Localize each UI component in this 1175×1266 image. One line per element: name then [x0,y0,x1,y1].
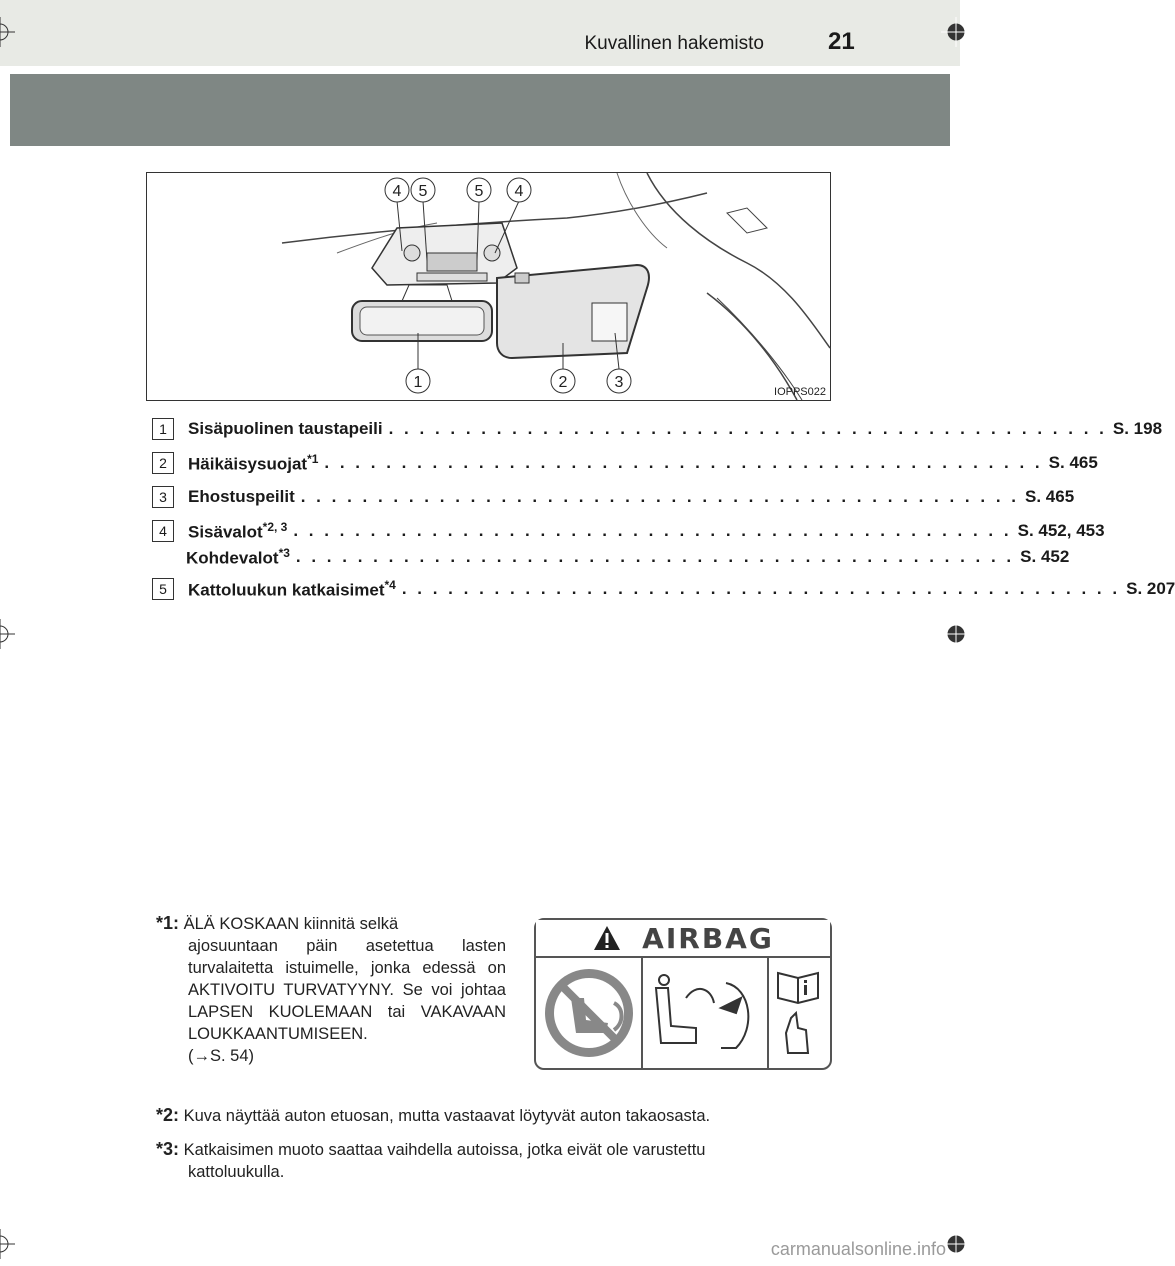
airbag-label-header [536,920,830,958]
grey-title-band [10,74,950,146]
footnote-mark: *2: [156,1105,180,1125]
item-number: 2 [152,452,174,474]
component-list [152,412,1175,606]
page-reference-link[interactable]: S. 465 [1048,453,1098,472]
item-number: 3 [152,486,174,508]
callout-label: 5 [474,183,484,200]
list-item [152,542,1070,572]
callout-label: 3 [614,374,624,391]
item-label: Häikäisysuojat [188,454,308,474]
item-number: 4 [152,520,174,542]
page-reference-link[interactable]: S. 207 [1126,579,1175,598]
leader-dots: . . . . . . . . . . . . . . . . . . . . . . . . . . . . . . . . . . . . . . . . . . . . . . . [295,547,1015,566]
no-child-seat-icon [545,969,633,1057]
list-item [152,412,1163,446]
page-number: 21 [828,28,855,55]
airbag-deploy-icon [656,975,748,1048]
footnote-text: Kuva näyttää auton etuosan, mutta vastaavat löytyvät auton takaosasta. [183,1107,711,1125]
section-title: Kuvallinen hakemisto [584,33,764,54]
footnote-text: ajosuuntaan päin asetettua lasten turvalaitetta istuimelle, jonka edessä on AKTIVOITU TURVATYYNY. Se voi johtaa LAPSEN KUOLEMAAN tai VAKAVAAN LOUKKAANTUMISEEN. [188,937,506,1043]
leader-dots: . . . . . . . . . . . . . . . . . . . . . . . . . . . . . . . . . . . . . . . . . . . . . . . [293,521,1012,540]
airbag-warning-label [534,918,832,1070]
footnote-ref: *1 [307,451,319,466]
footnote-ref: *2, 3 [262,519,288,534]
item-label: Kattoluukun katkaisimet [188,580,385,600]
figure-code: IOPPS022 [774,386,826,398]
airbag-title: AIRBAG [642,921,774,955]
airbag-pictograms [536,958,830,1068]
leader-dots: . . . . . . . . . . . . . . . . . . . . . . . . . . . . . . . . . . . . . . . . . . . . . . . [388,419,1107,438]
overhead-console-drawing [147,173,830,400]
item-label: Ehostuspeilit [188,487,295,506]
callout-label: 1 [413,374,423,391]
list-item [152,480,1075,514]
item-number: 1 [152,418,174,440]
page-reference-link[interactable]: S. 198 [1112,419,1163,438]
page-reference-link[interactable]: S. 452, 453 [1017,521,1105,540]
item-number: 5 [152,578,174,600]
list-item [152,446,1098,480]
item-label: Sisävalot [188,522,263,542]
footnote-mark: *3: [156,1139,180,1159]
callout-label: 4 [514,183,524,200]
footnote-2 [156,1104,836,1127]
footnote-text: Katkaisimen muoto saattaa vaihdella autoissa, jotka eivät ole varustettu [183,1141,706,1159]
leader-dots: . . . . . . . . . . . . . . . . . . . . . . . . . . . . . . . . . . . . . . . . . . . . . . . [401,579,1121,598]
header-band [0,0,960,66]
callout-label: 2 [558,374,568,391]
callout-label: 4 [392,183,402,200]
callout-label: 5 [418,183,428,200]
warning-triangle-icon [592,924,622,952]
interior-illustration [146,172,831,401]
item-label: Sisäpuolinen taustapeili [188,419,383,438]
list-item [152,572,1175,606]
leader-dots: . . . . . . . . . . . . . . . . . . . . . . . . . . . . . . . . . . . . . . . . . . . . . . . [300,487,1019,506]
crop-mark-icon [0,619,15,649]
crop-mark-icon [0,1229,15,1259]
crop-mark-icon [0,17,15,47]
watermark: carmanualsonline.info [770,1239,946,1259]
footnote-ref: *4 [384,577,396,592]
crop-mark-icon [941,17,971,47]
leader-dots: . . . . . . . . . . . . . . . . . . . . . . . . . . . . . . . . . . . . . . . . . . . . . . . [324,453,1043,472]
footnote-1 [156,912,506,1067]
footnote-ref: *3 [278,545,290,560]
footnote-3 [156,1138,836,1183]
page-reference-link[interactable]: S. 452 [1020,547,1070,566]
footnote-mark: *1: [156,913,180,933]
crop-mark-icon [941,619,971,649]
footnote-text: ÄLÄ KOSKAAN kiinnitä selkä [183,915,399,933]
footnote-reference-link[interactable]: (→S. 54) [188,1047,255,1065]
footnote-text: kattoluukulla. [188,1163,285,1181]
item-label: Kohdevalot [186,548,279,568]
read-manual-icon [778,973,818,1053]
page-reference-link[interactable]: S. 465 [1025,487,1075,506]
